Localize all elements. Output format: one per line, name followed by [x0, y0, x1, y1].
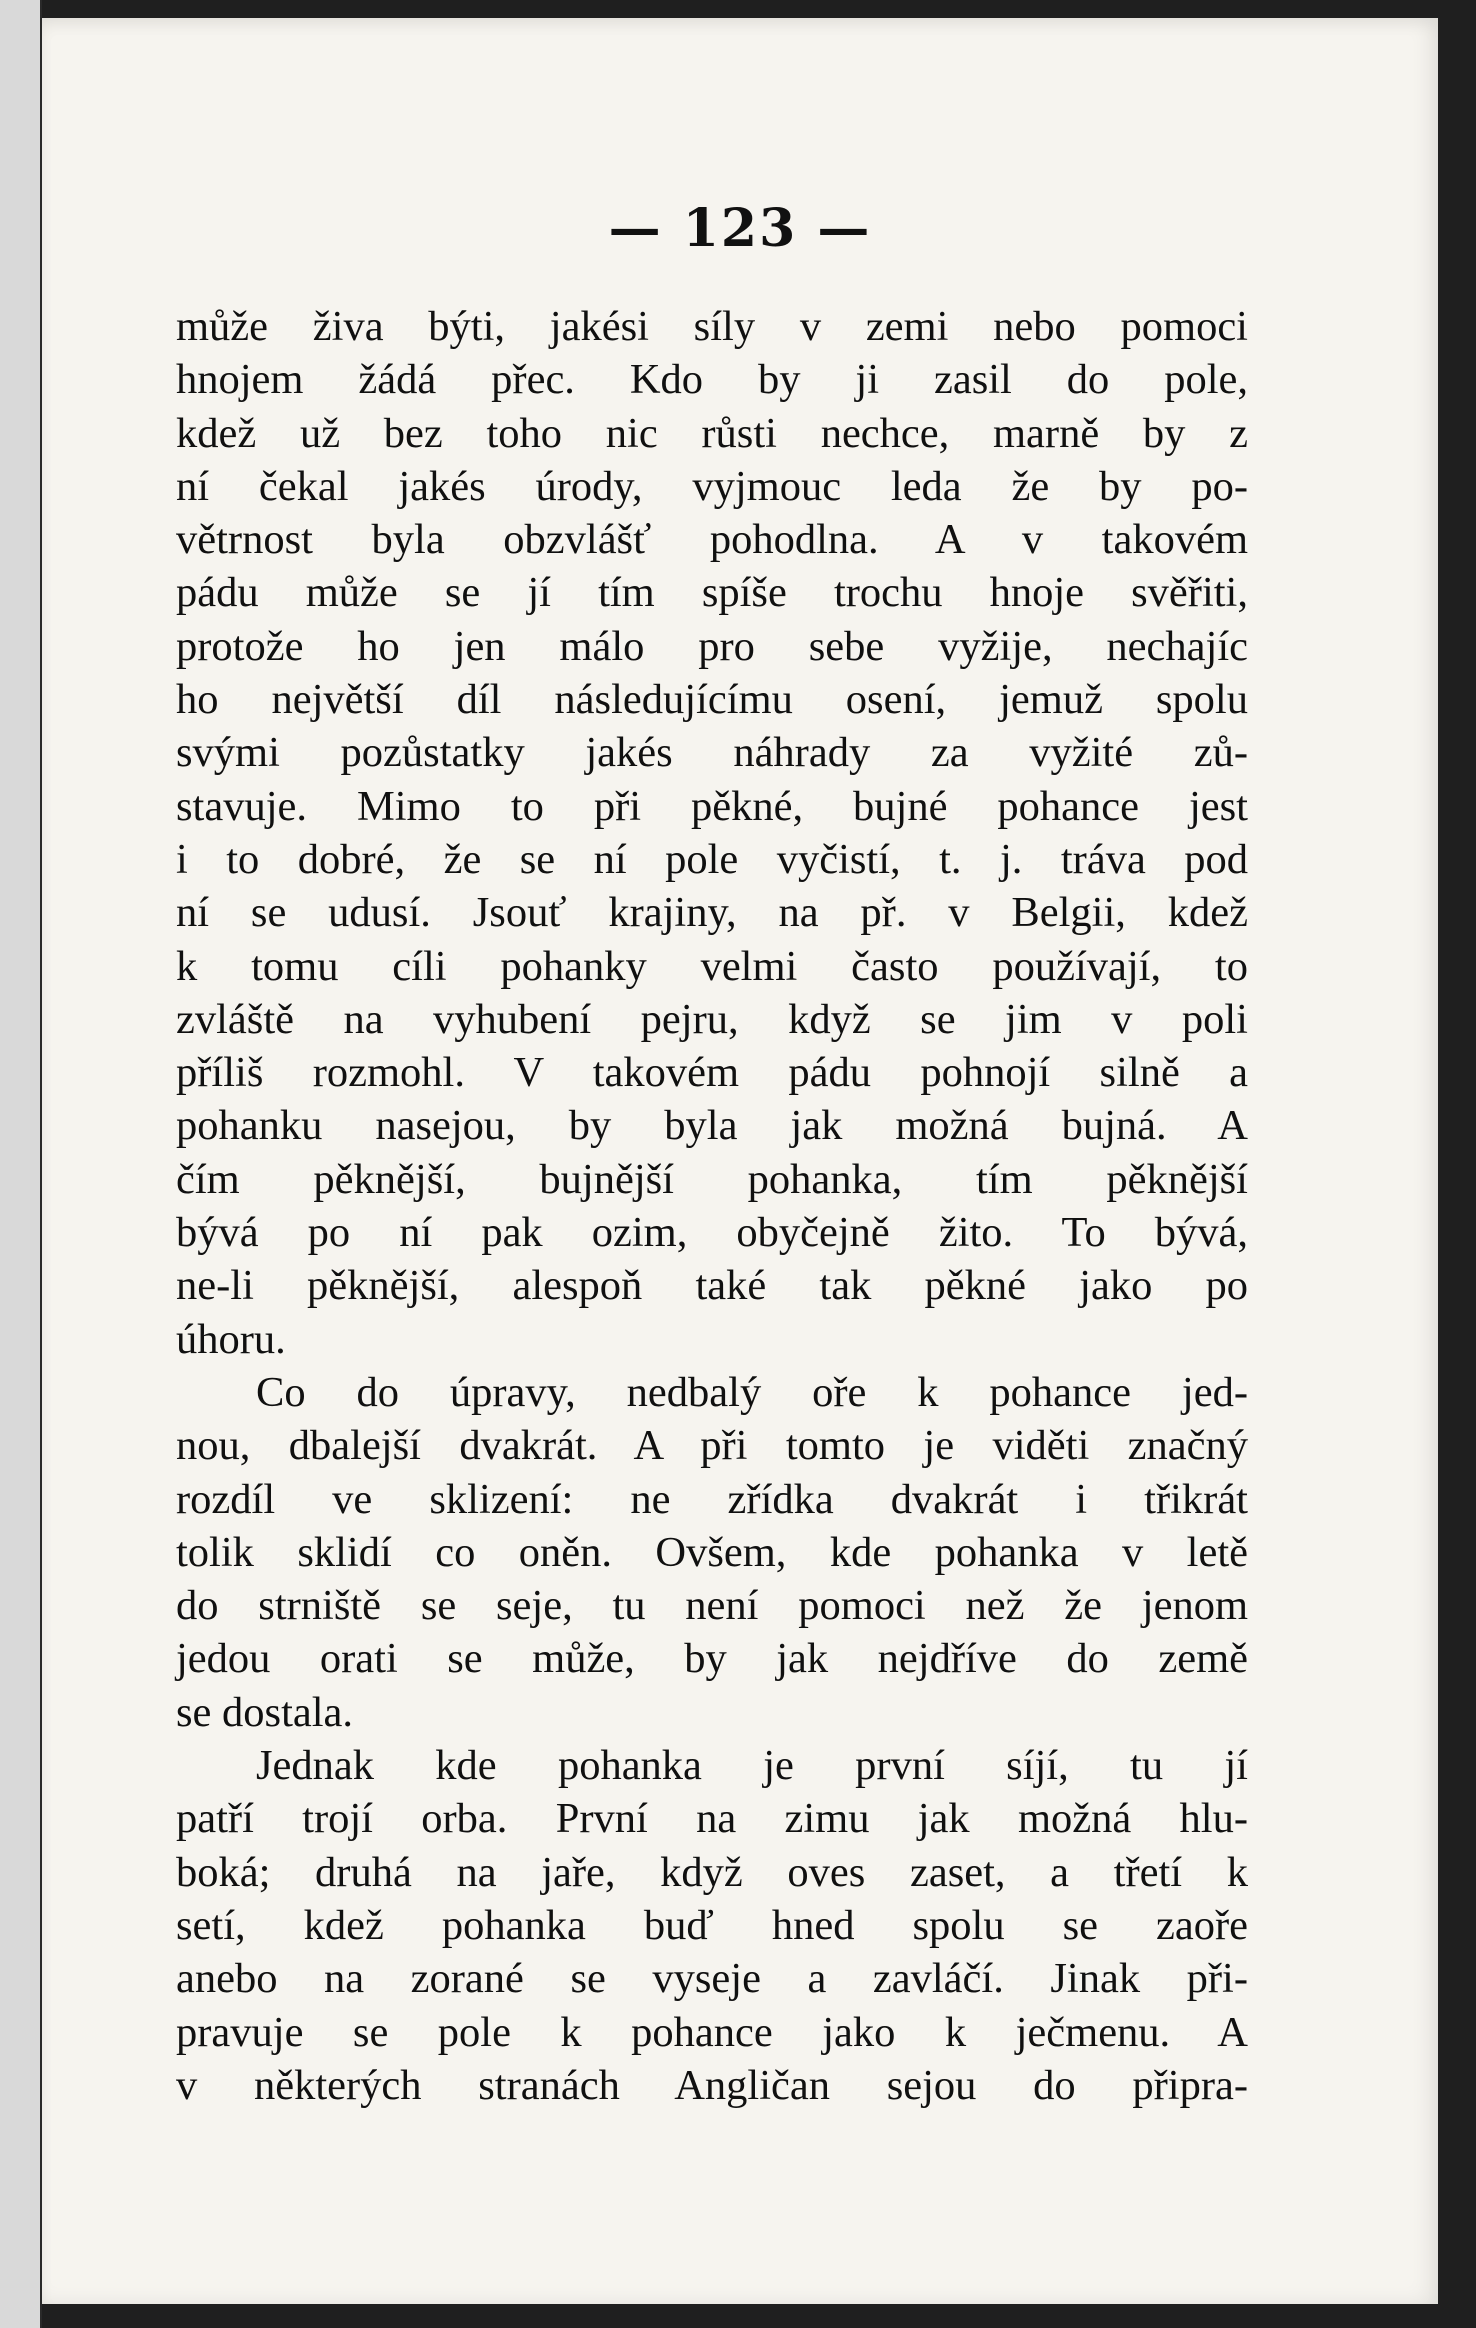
text-line: Co do úpravy, nedbalý oře k pohance jed- — [256, 1368, 1248, 1416]
body-text — [176, 300, 1248, 2112]
text-line: v některých stranách Angličan sejou do připra- — [176, 2061, 1248, 2109]
text-line: hnojem žádá přec. Kdo by ji zasil do pole, — [176, 356, 1248, 404]
text-line: jedou orati se může, by jak nejdříve do země — [176, 1635, 1248, 1683]
text-line: čím pěknější, bujnější pohanka, tím pěknější — [176, 1155, 1248, 1203]
left-page-edge — [0, 0, 42, 2328]
text-line: může živa býti, jakési síly v zemi nebo pomoci — [176, 303, 1248, 350]
text-line: tolik sklidí co oněn. Ovšem, kde pohanka v letě — [176, 1528, 1248, 1576]
text-line: k tomu cíli pohanky velmi často používají, to — [176, 942, 1248, 990]
text-line: stavuje. Mimo to při pěkné, bujné pohance jest — [176, 782, 1248, 830]
text-line: Jednak kde pohanka je první síjí, tu jí — [256, 1742, 1248, 1790]
text-line: i to dobré, že se ní pole vyčistí, t. j. tráva pod — [176, 835, 1248, 883]
text-line: se dostala. — [176, 1688, 354, 1736]
text-line: ne-li pěknější, alespoň také tak pěkné jako po — [176, 1262, 1248, 1310]
text-line: svými pozůstatky jakés náhrady za vyžité zů- — [176, 729, 1248, 777]
text-line: úhoru. — [176, 1315, 286, 1363]
text-line: nou, dbalejší dvakrát. A při tomto je viděti značný — [176, 1422, 1248, 1470]
text-line: ní se udusí. Jsouť krajiny, na př. v Belgii, kdež — [176, 889, 1248, 937]
text-line: zvláště na vyhubení pejru, když se jim v poli — [176, 995, 1248, 1043]
text-line: do strniště se seje, tu není pomoci než že jenom — [176, 1582, 1248, 1630]
text-line: kdež už bez toho nic růsti nechce, marně by z — [176, 409, 1248, 457]
text-line: protože ho jen málo pro sebe vyžije, nechajíc — [176, 622, 1248, 670]
text-line: větrnost byla obzvlášť pohodlna. A v takovém — [176, 516, 1248, 564]
text-line: boká; druhá na jaře, když oves zaset, a třetí k — [176, 1848, 1248, 1896]
text-line: ní čekal jakés úrody, vyjmouc leda že by po- — [176, 462, 1248, 510]
text-line: bývá po ní pak ozim, obyčejně žito. To bývá, — [176, 1209, 1248, 1257]
text-line: příliš rozmohl. V takovém pádu pohnojí silně a — [176, 1049, 1248, 1097]
text-line: pravuje se pole k pohance jako k ječmenu. A — [176, 2008, 1248, 2056]
text-line: patří trojí orba. První na zimu jak možná hlu- — [176, 1795, 1248, 1843]
page-number: — 123 — — [608, 198, 872, 259]
text-line: pohanku nasejou, by byla jak možná bujná. A — [176, 1102, 1248, 1150]
text-line: rozdíl ve sklizení: ne zřídka dvakrát i třikrát — [176, 1475, 1248, 1523]
book-page — [42, 18, 1438, 2304]
text-line: pádu může se jí tím spíše trochu hnoje svěřiti, — [176, 569, 1248, 617]
text-line: ho největší díl následujícímu osení, jemuž spolu — [176, 676, 1248, 724]
text-line: setí, kdež pohanka buď hned spolu se zaoře — [176, 1901, 1248, 1949]
text-line: anebo na zorané se vyseje a zavláčí. Jinak při- — [176, 1955, 1248, 2003]
